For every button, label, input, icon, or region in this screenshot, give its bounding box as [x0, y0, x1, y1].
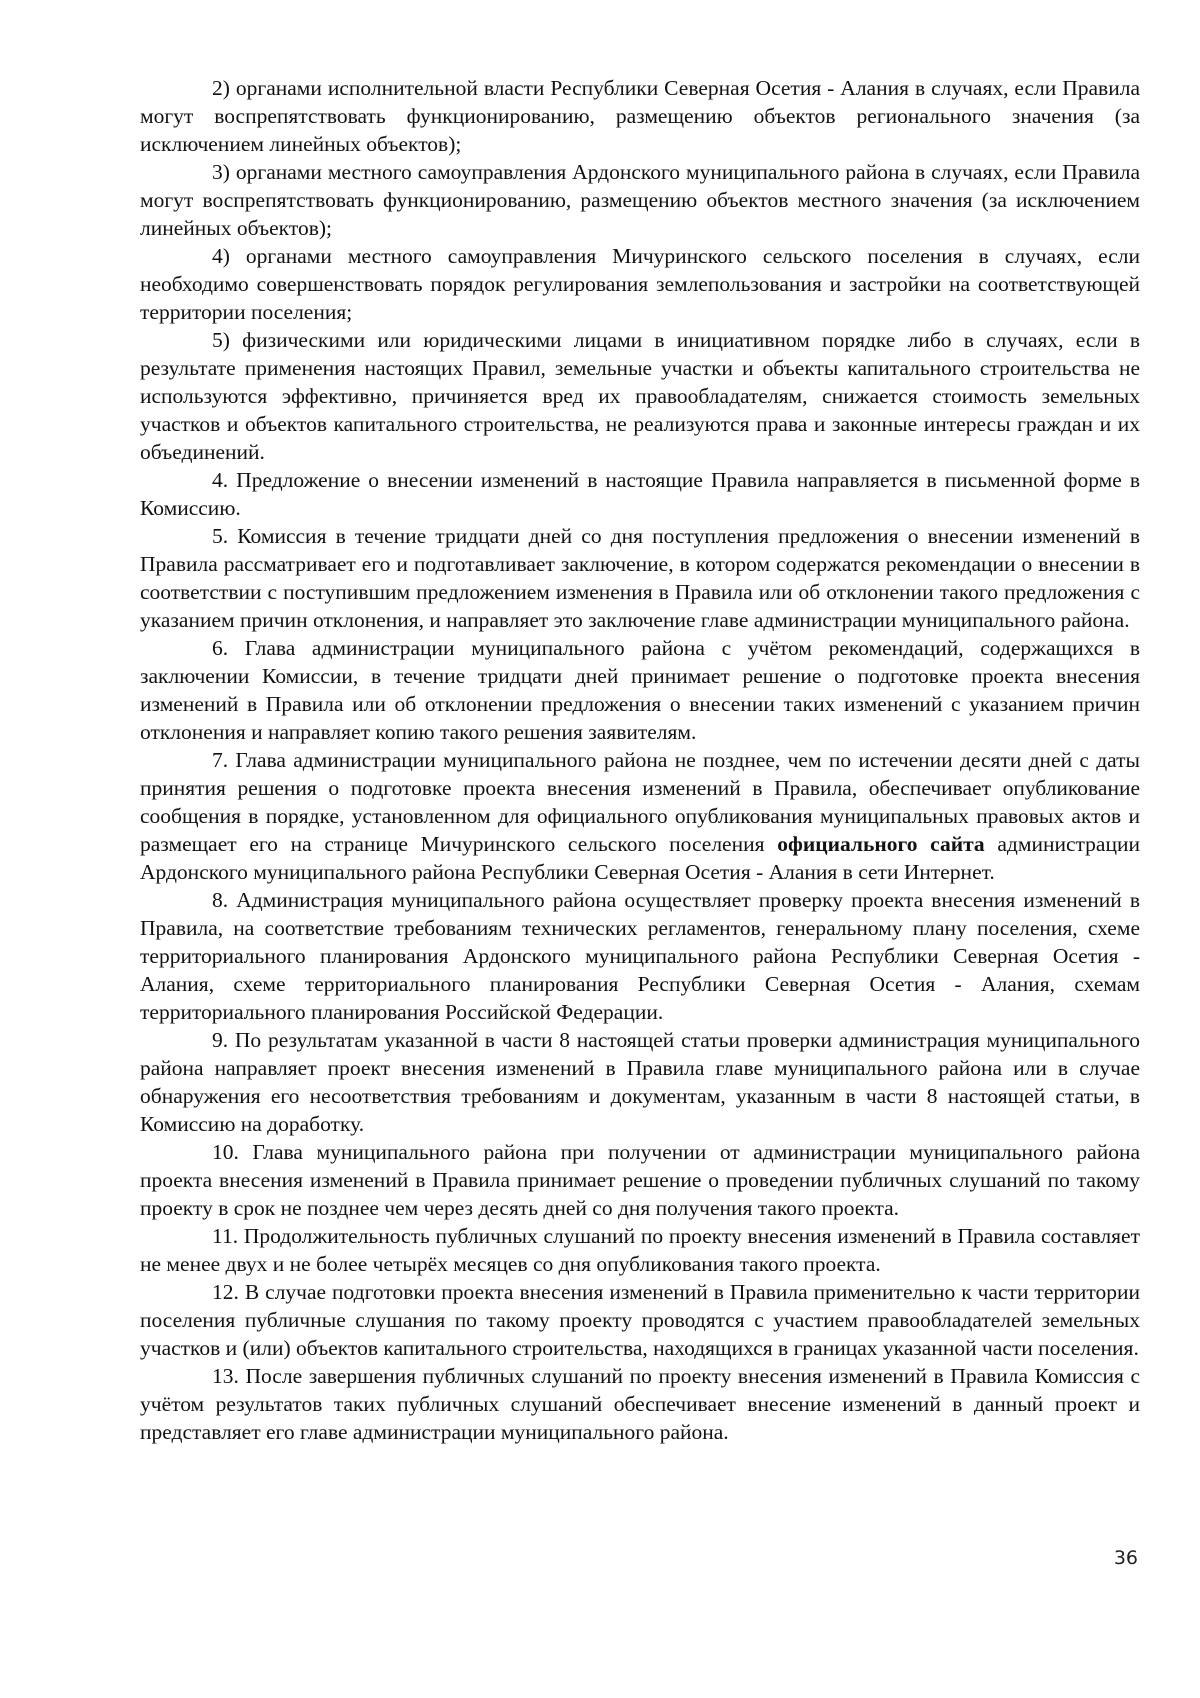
- paragraph-item-4: 4) органами местного самоуправления Мичуринского сельского поселения в случаях, если необходимо совершенствовать порядок регулирования землепользования и застройки на соответствующей территории поселения;: [140, 244, 1140, 324]
- paragraph-item-5: 5) физическими или юридическими лицами в инициативном порядке либо в случаях, если в результате применения настоящих Правил, земельные участки и объекты капитального строительства не используются эффективно, причиняется вред их правообладателям, снижается стоимость земельных участков и объектов капитального строительства, не реализуются права и законные интересы граждан и их объединений.: [140, 328, 1140, 464]
- document-body: [140, 74, 1140, 1446]
- paragraph-part-4: 4. Предложение о внесении изменений в настоящие Правила направляется в письменной форме в Комиссию.: [140, 468, 1140, 520]
- paragraph-part-12: 12. В случае подготовки проекта внесения изменений в Правила применительно к части территории поселения публичные слушания по такому проекту проводятся с участием правообладателей земельных участков и (или) объектов капитального строительства, находящихся в границах указанной части поселения.: [140, 1280, 1140, 1360]
- paragraph-part-13: 13. После завершения публичных слушаний по проекту внесения изменений в Правила Комиссия с учётом результатов таких публичных слушаний обеспечивает внесение изменений в данный проект и представляет его главе администрации муниципального района.: [140, 1364, 1140, 1444]
- paragraph-part-7: [140, 746, 1140, 886]
- paragraph-item-3: 3) органами местного самоуправления Ардонского муниципального района в случаях, если Правила могут воспрепятствовать функционированию, размещению объектов местного значения (за исключением линейных объектов);: [140, 160, 1140, 240]
- paragraph-part-10: 10. Глава муниципального района при получении от администрации муниципального района проекта внесения изменений в Правила принимает решение о проведении публичных слушаний по такому проекту в срок не позднее чем через десять дней со дня получения такого проекта.: [140, 1140, 1140, 1220]
- paragraph-part-9: 9. По результатам указанной в части 8 настоящей статьи проверки администрация муниципального района направляет проект внесения изменений в Правила главе муниципального района или в случае обнаружения его несоответствия требованиям и документам, указанным в части 8 настоящей статьи, в Комиссию на доработку.: [140, 1028, 1140, 1136]
- official-site-bold-text: официального сайта: [777, 832, 985, 856]
- paragraph-part-6: 6. Глава администрации муниципального района с учётом рекомендаций, содержащихся в заключении Комиссии, в течение тридцати дней принимает решение о подготовке проекта внесения изменений в Правила или об отклонении предложения о внесении таких изменений с указанием причин отклонения и направляет копию такого решения заявителям.: [140, 636, 1140, 744]
- page-number: 36: [1113, 1547, 1138, 1569]
- paragraph-part-11: 11. Продолжительность публичных слушаний по проекту внесения изменений в Правила составляет не менее двух и не более четырёх месяцев со дня опубликования такого проекта.: [140, 1224, 1140, 1276]
- paragraph-part-7-text-before: 7. Глава администрации муниципального района не позднее, чем по истечении десяти дней с даты принятия решения о подготовке проекта внесения изменений в Правила, обеспечивает опубликование сообщения в порядке, установленном для официального опубликования муниципальных правовых актов и размещает его на странице Мичуринского сельского поселения: [140, 748, 1140, 856]
- paragraph-part-5: 5. Комиссия в течение тридцати дней со дня поступления предложения о внесении изменений в Правила рассматривает его и подготавливает заключение, в котором содержатся рекомендации о внесении в соответствии с поступившим предложением изменения в Правила или об отклонении такого предложения с указанием причин отклонения, и направляет это заключение главе администрации муниципального района.: [140, 524, 1140, 632]
- paragraph-part-7-text-after: администрации Ардонского муниципального района Республики Северная Осетия - Алания в сети Интернет.: [140, 832, 1140, 884]
- paragraph-item-2: 2) органами исполнительной власти Республики Северная Осетия - Алания в случаях, если Правила могут воспрепятствовать функционированию, размещению объектов регионального значения (за исключением линейных объектов);: [140, 76, 1140, 156]
- paragraph-part-8: 8. Администрация муниципального района осуществляет проверку проекта внесения изменений в Правила, на соответствие требованиям технических регламентов, генеральному плану поселения, схеме территориального планирования Ардонского муниципального района Республики Северная Осетия - Алания, схеме территориального планирования Республики Северная Осетия - Алания, схемам территориального планирования Российской Федерации.: [140, 888, 1140, 1024]
